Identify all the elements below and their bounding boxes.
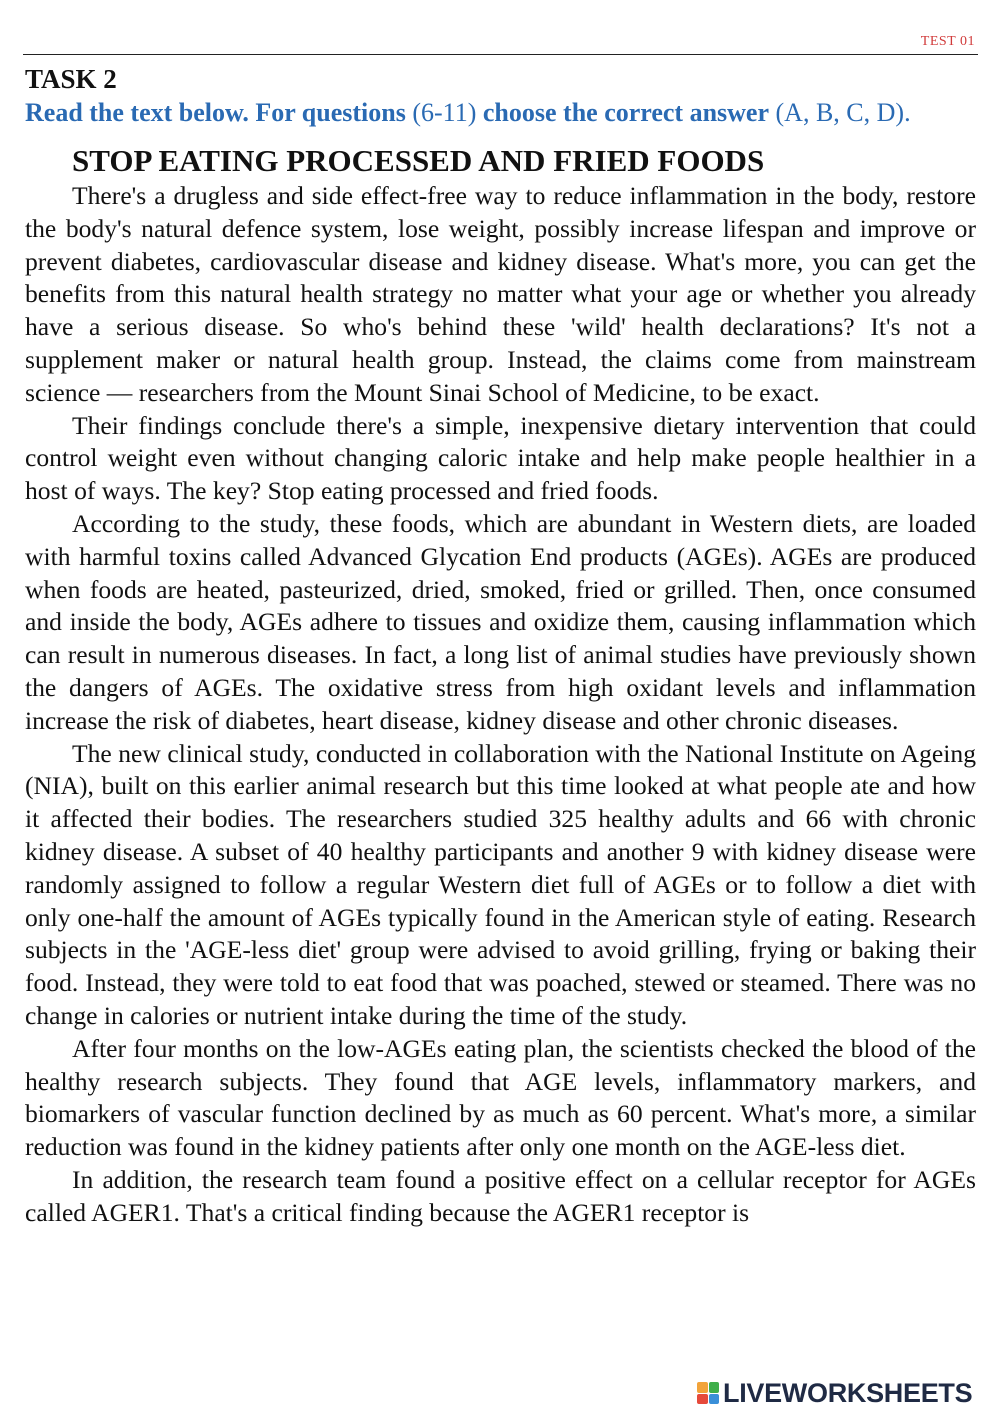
article-paragraph: The new clinical study, conducted in collaboration with the National Institute on Ageing (NIA), built on this earlier animal research but this time looked at what people ate and how it affected their bodies. The researchers studied 325 healthy adults and 66 with chronic kidney disease. A subset of 40 healthy participants and another 9 with kidney disease were randomly assigned to follow a regular Western diet full of AGEs or to follow a diet with only one-half the amount of AGEs typically found in the American style of eating. Research subjects in the 'AGE-less diet' group were advised to avoid grilling, frying or baking their food. Instead, they were told to eat food that was poached, stewed or steamed. There was no change in calories or nutrient intake during the time of the study. (25, 738, 976, 1030)
article-paragraph: After four months on the low-AGEs eating plan, the scientists checked the blood of the healthy research subjects. They found that AGE levels, inflammatory markers, and biomarkers of vascular function declined by as much as 60 percent. What's more, a similar reduction was found in the kidney patients after only one month on the AGE-less diet. (25, 1033, 976, 1162)
logo-square-3 (697, 1394, 708, 1405)
task-instruction (25, 98, 985, 128)
article-paragraph: Their findings conclude there's a simple, inexpensive dietary intervention that could control weight even without changing caloric intake and help make people healthier in a host of ways. The key? Stop eating processed and fried foods. (25, 410, 976, 506)
instruction-question-range: (6-11) (405, 98, 483, 127)
logo-square-2 (709, 1382, 720, 1393)
instruction-part-3: choose the correct answer (482, 98, 770, 127)
test-label: TEST 01 (920, 34, 975, 49)
liveworksheets-logo[interactable] (697, 1378, 972, 1408)
instruction-options: (A, B, C, D). (769, 98, 911, 127)
header-divider (23, 54, 978, 55)
liveworksheets-logo-text: LIVEWORKSHEETS (723, 1377, 973, 1408)
article-paragraph: In addition, the research team found a positive effect on a cellular receptor for AGEs called AGER1. That's a critical finding because the AGER1 receptor is (25, 1164, 976, 1227)
instruction-part-1: Read the text below. For questions (25, 98, 406, 127)
logo-square-1 (697, 1382, 708, 1393)
task-title: TASK 2 (25, 64, 117, 94)
article-title: STOP EATING PROCESSED AND FRIED FOODS (72, 143, 765, 178)
article-body (25, 180, 976, 1230)
liveworksheets-logo-icon (697, 1382, 719, 1404)
article-paragraph: There's a drugless and side effect-free way to reduce inflammation in the body, restore the body's natural defence system, lose weight, possibly increase lifespan and improve or prevent diabetes, cardiovascular disease and kidney disease. What's more, you can get the benefits from this natural health strategy no matter what your age or whether you already have a serious disease. So who's behind these 'wild' health declarations? It's not a supplement maker or natural health group. Instead, the claims come from mainstream science — researchers from the Mount Sinai School of Medicine, to be exact. (25, 181, 976, 407)
logo-square-4 (709, 1394, 720, 1405)
article-paragraph: According to the study, these foods, which are abundant in Western diets, are loaded with harmful toxins called Advanced Glycation End products (AGEs). AGEs are produced when foods are heated, pasteurized, dried, smoked, fried or grilled. Then, once consumed and inside the body, AGEs adhere to tissues and oxidize them, causing inflammation which can result in numerous diseases. In fact, a long list of animal studies have previously shown the dangers of AGEs. The oxidative stress from high oxidant levels and inflammation increase the risk of diabetes, heart disease, kidney disease and other chronic diseases. (25, 508, 976, 735)
